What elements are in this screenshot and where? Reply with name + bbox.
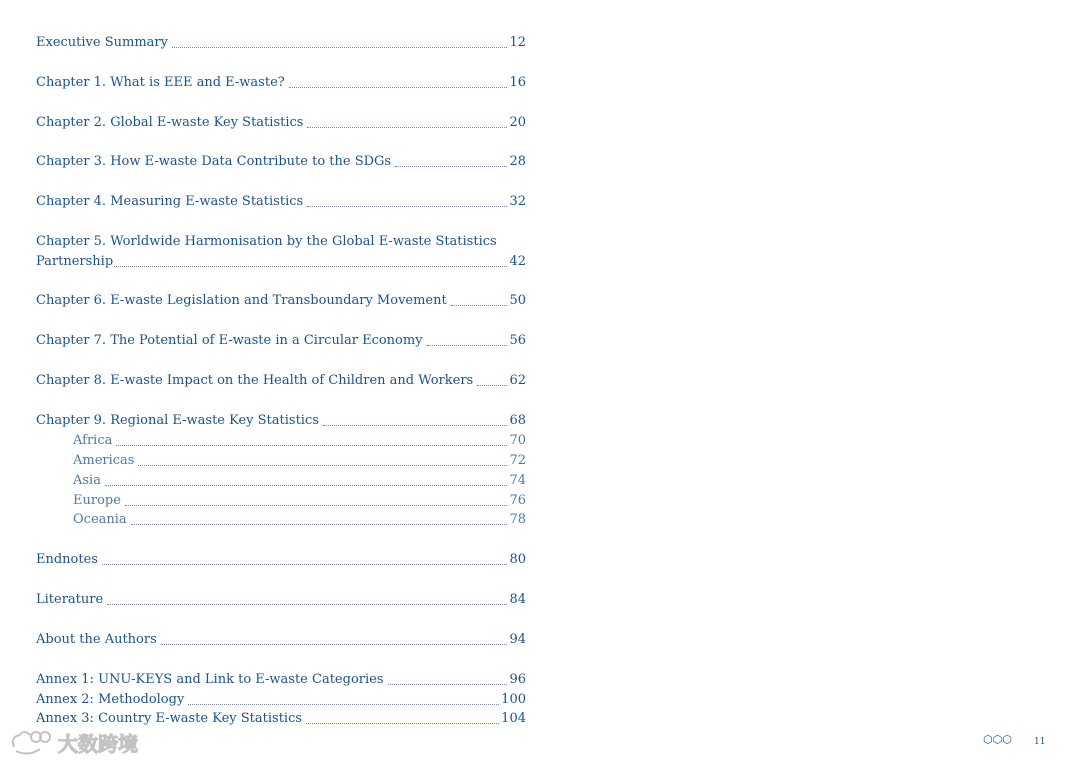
toc-page-number: 16 xyxy=(509,75,526,90)
toc-title: Chapter 3. How E-waste Data Contribute to the SDGs xyxy=(36,154,392,169)
dot-leader xyxy=(323,424,508,426)
toc-title: Chapter 7. The Potential of E-waste in a Circular Economy xyxy=(36,333,423,348)
dot-leader xyxy=(107,603,507,605)
dot-leader xyxy=(289,86,508,88)
toc-title: Chapter 1. What is EEE and E-waste? xyxy=(36,75,285,90)
dot-leader xyxy=(307,205,507,207)
toc-subentry-oceania[interactable] xyxy=(73,510,526,530)
toc-entry-chapter-6[interactable] xyxy=(36,291,526,311)
toc-page-number: 72 xyxy=(509,453,526,468)
toc-page-number: 104 xyxy=(501,711,526,726)
toc-title: Annex 3: Country E-waste Key Statistics xyxy=(36,711,303,726)
dot-leader xyxy=(306,722,499,724)
toc-entry-chapter-1[interactable] xyxy=(36,73,526,93)
toc-entry-executive-summary[interactable] xyxy=(36,33,526,53)
toc-page-number: 12 xyxy=(509,35,526,50)
toc-title-line-2: Partnership xyxy=(36,254,114,269)
toc-subentry-africa[interactable] xyxy=(73,431,526,451)
toc-page-number: 76 xyxy=(509,493,526,508)
dot-leader xyxy=(131,523,508,525)
toc-title: Europe xyxy=(73,493,121,508)
dot-leader xyxy=(138,464,507,466)
dot-leader xyxy=(307,126,507,128)
toc-page-number: 42 xyxy=(509,254,526,269)
toc-page-number: 50 xyxy=(509,293,526,308)
toc-title: Annex 1: UNU-KEYS and Link to E-waste Categories xyxy=(36,672,384,687)
toc-title: Americas xyxy=(73,453,135,468)
toc-page-number: 62 xyxy=(509,373,526,388)
toc-title: Literature xyxy=(36,592,104,607)
toc-page-number: 20 xyxy=(509,115,526,130)
toc-entry-chapter-9[interactable] xyxy=(36,411,526,431)
toc-entry-annex-2[interactable] xyxy=(36,690,526,710)
dot-leader xyxy=(116,444,507,446)
toc-page-number: 68 xyxy=(509,413,526,428)
toc-subentry-americas[interactable] xyxy=(73,451,526,471)
toc-entry-endnotes[interactable] xyxy=(36,550,526,570)
dot-leader xyxy=(172,46,507,48)
toc-page-number: 74 xyxy=(509,473,526,488)
toc-title: Chapter 4. Measuring E-waste Statistics xyxy=(36,194,304,209)
toc-page-number: 96 xyxy=(509,672,526,687)
toc-title: Chapter 8. E-waste Impact on the Health of Children and Workers xyxy=(36,373,474,388)
toc-page-number: 100 xyxy=(501,692,526,707)
toc-entry-chapter-7[interactable] xyxy=(36,331,526,351)
toc-entry-chapter-4[interactable] xyxy=(36,192,526,212)
toc-entry-chapter-2[interactable] xyxy=(36,113,526,133)
toc-title: Oceania xyxy=(73,512,127,527)
toc-subentry-europe[interactable] xyxy=(73,491,526,511)
dot-leader xyxy=(451,304,508,306)
page-number: 11 xyxy=(1034,737,1046,747)
toc-page-number: 70 xyxy=(509,433,526,448)
dot-leader xyxy=(102,563,507,565)
toc-entry-chapter-5[interactable] xyxy=(36,232,526,272)
toc-page-number: 84 xyxy=(509,592,526,607)
toc-title-line-1: Chapter 5. Worldwide Harmonisation by the Global E-waste Statistics xyxy=(36,234,497,249)
hexagon-icon: ⬡⬡⬡ xyxy=(983,733,1012,746)
toc-page-number: 28 xyxy=(509,154,526,169)
dot-leader xyxy=(427,344,508,346)
toc-title: Chapter 6. E-waste Legislation and Transboundary Movement xyxy=(36,293,447,308)
toc-entry-chapter-8[interactable] xyxy=(36,371,526,391)
toc-page-number: 78 xyxy=(509,512,526,527)
dot-leader xyxy=(125,504,508,506)
dot-leader xyxy=(388,683,508,685)
toc-entry-annex-3[interactable] xyxy=(36,709,526,729)
toc-entry-literature[interactable] xyxy=(36,590,526,610)
toc-title: Chapter 2. Global E-waste Key Statistics xyxy=(36,115,304,130)
dot-leader xyxy=(105,484,507,486)
toc-page-number: 32 xyxy=(509,194,526,209)
toc-page-number: 94 xyxy=(509,632,526,647)
toc-title: About the Authors xyxy=(36,632,157,647)
dot-leader xyxy=(161,643,508,645)
toc-subentry-asia[interactable] xyxy=(73,471,526,491)
watermark-logo-icon xyxy=(8,727,52,757)
toc-title: Annex 2: Methodology xyxy=(36,692,185,707)
dot-leader xyxy=(395,165,507,167)
toc-title: Asia xyxy=(73,473,101,488)
toc-page-number: 80 xyxy=(509,552,526,567)
toc-page-number: 56 xyxy=(509,333,526,348)
toc-title: Executive Summary xyxy=(36,35,168,50)
toc-title: Chapter 9. Regional E-waste Key Statistics xyxy=(36,413,319,428)
dot-leader xyxy=(188,703,499,705)
watermark xyxy=(8,727,138,757)
footer-hexagon-marks xyxy=(983,735,1012,745)
dot-leader xyxy=(477,384,507,386)
toc-entry-annex-1[interactable] xyxy=(36,670,526,690)
toc-entry-about-authors[interactable] xyxy=(36,630,526,650)
dot-leader xyxy=(114,265,507,267)
toc-entry-chapter-3[interactable] xyxy=(36,152,526,172)
toc-title: Endnotes xyxy=(36,552,98,567)
toc-title: Africa xyxy=(73,433,113,448)
watermark-text: 大数跨境 xyxy=(58,731,138,756)
